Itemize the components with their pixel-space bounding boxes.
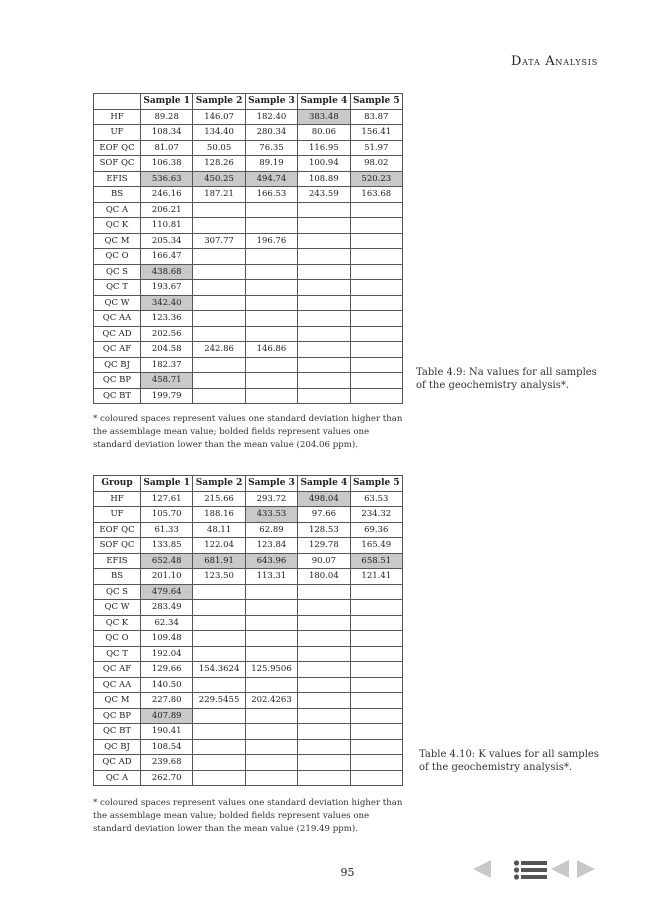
table-row: [94, 218, 403, 234]
na-values-table: [93, 93, 403, 404]
table-cell: [245, 311, 297, 327]
row-label: QC T: [94, 646, 141, 662]
table-cell: 498.04: [298, 491, 350, 507]
table-cell: [298, 311, 350, 327]
table-cell: [350, 373, 402, 389]
table-cell: 62.89: [245, 522, 297, 538]
table-cell: 89.28: [141, 109, 193, 125]
table-row: [94, 249, 403, 265]
table-cell: 243.59: [298, 187, 350, 203]
row-label: QC S: [94, 584, 141, 600]
table-cell: 206.21: [141, 202, 193, 218]
table-row: [94, 693, 403, 709]
table-cell: [350, 755, 402, 771]
table-cell: [298, 357, 350, 373]
table-cell: [193, 357, 245, 373]
row-label: EOF QC: [94, 140, 141, 156]
row-label: QC BT: [94, 388, 141, 404]
table-cell: [350, 739, 402, 755]
table-row: [94, 140, 403, 156]
table-cell: 201.10: [141, 569, 193, 585]
list-menu-icon[interactable]: [513, 860, 549, 880]
table-cell: 128.53: [298, 522, 350, 538]
table-cell: [193, 615, 245, 631]
table-row: [94, 755, 403, 771]
table-cell: [245, 202, 297, 218]
table-cell: 262.70: [141, 770, 193, 786]
table-cell: [298, 233, 350, 249]
table-cell: 105.70: [141, 507, 193, 523]
table-footnote: * coloured spaces represent values one standard deviation higher than the assemblage mean value; bolded fields represent values one standard deviation lower than the mean value (204.06 ppm).: [93, 414, 403, 450]
table-cell: 234.32: [350, 507, 402, 523]
table-cell: [298, 342, 350, 358]
table-cell: [298, 326, 350, 342]
table-row: [94, 662, 403, 678]
column-header-sample-4: Sample 4: [298, 476, 350, 492]
table-row: [94, 233, 403, 249]
table-cell: [298, 662, 350, 678]
table-caption: Table 4.10: K values for all samples of the geochemistry analysis*.: [419, 749, 599, 773]
table-cell: [298, 693, 350, 709]
table-cell: [350, 249, 402, 265]
table-cell: [350, 631, 402, 647]
table-cell: [245, 295, 297, 311]
table-cell: [350, 662, 402, 678]
table-cell: [298, 646, 350, 662]
row-label: BS: [94, 187, 141, 203]
row-label: QC A: [94, 770, 141, 786]
table-cell: 280.34: [245, 125, 297, 141]
table-cell: 166.47: [141, 249, 193, 265]
table-cell: 190.41: [141, 724, 193, 740]
table-cell: [245, 388, 297, 404]
row-label: QC BJ: [94, 739, 141, 755]
table-cell: [193, 388, 245, 404]
table-row: [94, 538, 403, 554]
table-cell: 239.68: [141, 755, 193, 771]
table-cell: [298, 218, 350, 234]
table-cell: 193.67: [141, 280, 193, 296]
column-header-group: [94, 94, 141, 110]
table-cell: 63.53: [350, 491, 402, 507]
table-cell: 106.38: [141, 156, 193, 172]
row-label: QC W: [94, 295, 141, 311]
table-cell: 188.16: [193, 507, 245, 523]
column-header-sample-1: Sample 1: [141, 476, 193, 492]
table-cell: [245, 631, 297, 647]
row-label: QC BT: [94, 724, 141, 740]
table-cell: 81.07: [141, 140, 193, 156]
table-cell: 450.25: [193, 171, 245, 187]
table-cell: [193, 264, 245, 280]
row-label: HF: [94, 109, 141, 125]
table-cell: 293.72: [245, 491, 297, 507]
table-cell: 116.95: [298, 140, 350, 156]
table-cell: [245, 677, 297, 693]
table-cell: [350, 646, 402, 662]
table-cell: 433.53: [245, 507, 297, 523]
table-cell: [193, 755, 245, 771]
table-cell: 187.21: [193, 187, 245, 203]
table-caption: Table 4.9: Na values for all samples of the geochemistry analysis*.: [416, 367, 597, 391]
table-cell: 113.31: [245, 569, 297, 585]
table-cell: [350, 233, 402, 249]
table-cell: 652.48: [141, 553, 193, 569]
row-label: QC BP: [94, 373, 141, 389]
table-cell: [193, 600, 245, 616]
row-label: QC W: [94, 600, 141, 616]
table-cell: [245, 264, 297, 280]
row-label: QC K: [94, 218, 141, 234]
table-cell: 48.11: [193, 522, 245, 538]
table-cell: 108.34: [141, 125, 193, 141]
table-cell: [350, 342, 402, 358]
table-row: [94, 631, 403, 647]
table-row: [94, 522, 403, 538]
table-cell: [350, 584, 402, 600]
table-cell: [245, 724, 297, 740]
table-cell: 205.34: [141, 233, 193, 249]
table-cell: [193, 280, 245, 296]
table-cell: [245, 600, 297, 616]
table-row: [94, 388, 403, 404]
table-cell: 89.19: [245, 156, 297, 172]
table-cell: 383.48: [298, 109, 350, 125]
table-row: [94, 295, 403, 311]
table-row: [94, 202, 403, 218]
table-cell: 108.89: [298, 171, 350, 187]
table-row: [94, 156, 403, 172]
table-footnote: * coloured spaces represent values one standard deviation higher than the assemblage mean value; bolded fields represent values one standard deviation lower than the mean value (219.49 ppm).: [93, 798, 403, 834]
table-cell: [298, 264, 350, 280]
table-cell: 121.41: [350, 569, 402, 585]
table-cell: 123.84: [245, 538, 297, 554]
table-row: [94, 646, 403, 662]
table-cell: 123.50: [193, 569, 245, 585]
table-cell: 229.5455: [193, 693, 245, 709]
table-row: [94, 311, 403, 327]
row-label: UF: [94, 125, 141, 141]
table-cell: 182.40: [245, 109, 297, 125]
table-cell: 51.97: [350, 140, 402, 156]
table-cell: 202.4263: [245, 693, 297, 709]
table-cell: 536.63: [141, 171, 193, 187]
table-cell: 128.26: [193, 156, 245, 172]
table-row: [94, 373, 403, 389]
table-cell: 242.86: [193, 342, 245, 358]
table-cell: [193, 373, 245, 389]
table-cell: 643.96: [245, 553, 297, 569]
next-page-icon[interactable]: [575, 858, 597, 880]
table-cell: [193, 295, 245, 311]
row-label: QC M: [94, 233, 141, 249]
table-cell: 61.33: [141, 522, 193, 538]
table-header-row: [94, 476, 403, 492]
row-label: QC AA: [94, 311, 141, 327]
table-cell: [350, 326, 402, 342]
table-cell: [298, 739, 350, 755]
table-header-row: [94, 94, 403, 110]
table-cell: [245, 755, 297, 771]
column-header-sample-4: Sample 4: [298, 94, 350, 110]
table-cell: [193, 724, 245, 740]
table-cell: [298, 615, 350, 631]
table-row: [94, 584, 403, 600]
back-icon[interactable]: [549, 858, 571, 880]
table-cell: 166.53: [245, 187, 297, 203]
table-cell: [350, 708, 402, 724]
table-cell: 204.58: [141, 342, 193, 358]
table-cell: 108.54: [141, 739, 193, 755]
table-cell: 283.49: [141, 600, 193, 616]
table-cell: [193, 646, 245, 662]
table-cell: [193, 708, 245, 724]
table-row: [94, 507, 403, 523]
table-cell: [350, 770, 402, 786]
table-cell: 180.04: [298, 569, 350, 585]
row-label: QC O: [94, 249, 141, 265]
table-cell: 156.41: [350, 125, 402, 141]
table-cell: [350, 615, 402, 631]
table-cell: 123.36: [141, 311, 193, 327]
row-label: BS: [94, 569, 141, 585]
table-cell: [193, 677, 245, 693]
table-cell: [193, 249, 245, 265]
table-cell: [245, 708, 297, 724]
table-cell: [298, 755, 350, 771]
table-cell: 192.04: [141, 646, 193, 662]
table-cell: 146.07: [193, 109, 245, 125]
table-cell: 246.16: [141, 187, 193, 203]
table-cell: 125.9506: [245, 662, 297, 678]
table-cell: 163.68: [350, 187, 402, 203]
table-cell: 122.04: [193, 538, 245, 554]
row-label: QC K: [94, 615, 141, 631]
table-cell: [245, 280, 297, 296]
table-row: [94, 724, 403, 740]
table-cell: [193, 218, 245, 234]
table-cell: 458.71: [141, 373, 193, 389]
table-cell: [298, 724, 350, 740]
table-cell: 76.35: [245, 140, 297, 156]
table-row: [94, 109, 403, 125]
table-cell: 50.05: [193, 140, 245, 156]
row-label: QC AF: [94, 662, 141, 678]
table-cell: 62.34: [141, 615, 193, 631]
table-cell: 182.37: [141, 357, 193, 373]
table-cell: [298, 373, 350, 389]
table-cell: [298, 249, 350, 265]
table-cell: 83.87: [350, 109, 402, 125]
table-cell: 196.76: [245, 233, 297, 249]
table-cell: 146.86: [245, 342, 297, 358]
row-label: HF: [94, 491, 141, 507]
table-cell: 80.06: [298, 125, 350, 141]
column-header-sample-1: Sample 1: [141, 94, 193, 110]
table-cell: 658.51: [350, 553, 402, 569]
table-cell: [245, 326, 297, 342]
table-cell: 129.78: [298, 538, 350, 554]
table-cell: [298, 708, 350, 724]
table-cell: 479.64: [141, 584, 193, 600]
table-cell: [245, 615, 297, 631]
table-row: [94, 569, 403, 585]
table-cell: 215.66: [193, 491, 245, 507]
table-cell: 129.66: [141, 662, 193, 678]
table-row: [94, 770, 403, 786]
table-row: [94, 600, 403, 616]
table-cell: [350, 388, 402, 404]
table-cell: 127.61: [141, 491, 193, 507]
table-cell: 520.23: [350, 171, 402, 187]
column-header-sample-3: Sample 3: [245, 476, 297, 492]
table-cell: [298, 584, 350, 600]
table-cell: [193, 770, 245, 786]
table-cell: [193, 739, 245, 755]
table-cell: [245, 373, 297, 389]
table-cell: [245, 646, 297, 662]
table-cell: [298, 631, 350, 647]
table-cell: 134.40: [193, 125, 245, 141]
table-cell: 307.77: [193, 233, 245, 249]
table-cell: [298, 280, 350, 296]
page-number: 95: [340, 866, 355, 879]
table-row: [94, 326, 403, 342]
table-cell: [350, 295, 402, 311]
table-cell: [245, 357, 297, 373]
table-cell: 90.07: [298, 553, 350, 569]
table-cell: [350, 202, 402, 218]
table-cell: [350, 357, 402, 373]
table-cell: [193, 631, 245, 647]
table-cell: [350, 600, 402, 616]
table-row: [94, 187, 403, 203]
table-cell: 110.81: [141, 218, 193, 234]
table-row: [94, 357, 403, 373]
table-cell: 140.50: [141, 677, 193, 693]
row-label: QC S: [94, 264, 141, 280]
row-label: QC A: [94, 202, 141, 218]
table-row: [94, 491, 403, 507]
column-header-group: Group: [94, 476, 141, 492]
table-cell: 681.91: [193, 553, 245, 569]
row-label: QC T: [94, 280, 141, 296]
table-row: [94, 615, 403, 631]
table-cell: [350, 264, 402, 280]
table-cell: [193, 326, 245, 342]
row-label: QC O: [94, 631, 141, 647]
row-label: QC AF: [94, 342, 141, 358]
row-label: QC M: [94, 693, 141, 709]
table-cell: [193, 584, 245, 600]
row-label: QC BP: [94, 708, 141, 724]
row-label: QC AD: [94, 326, 141, 342]
k-values-table: [93, 475, 403, 786]
row-label: EFIS: [94, 171, 141, 187]
table-cell: 438.68: [141, 264, 193, 280]
table-cell: 133.85: [141, 538, 193, 554]
table-cell: [245, 218, 297, 234]
table-row: [94, 739, 403, 755]
table-cell: 165.49: [350, 538, 402, 554]
table-cell: 342.40: [141, 295, 193, 311]
table-row: [94, 553, 403, 569]
table-cell: [298, 202, 350, 218]
table-cell: [245, 770, 297, 786]
table-cell: 98.02: [350, 156, 402, 172]
table-row: [94, 264, 403, 280]
table-cell: [350, 218, 402, 234]
table-cell: [298, 295, 350, 311]
table-cell: 154.3624: [193, 662, 245, 678]
table-cell: [350, 677, 402, 693]
row-label: SOF QC: [94, 538, 141, 554]
table-cell: [245, 249, 297, 265]
table-row: [94, 171, 403, 187]
table-cell: [298, 600, 350, 616]
table-cell: [245, 739, 297, 755]
table-cell: [193, 202, 245, 218]
table-row: [94, 280, 403, 296]
column-header-sample-5: Sample 5: [350, 476, 402, 492]
table-row: [94, 125, 403, 141]
table-cell: 69.36: [350, 522, 402, 538]
table-cell: [350, 724, 402, 740]
table-cell: [193, 311, 245, 327]
row-label: EOF QC: [94, 522, 141, 538]
column-header-sample-2: Sample 2: [193, 94, 245, 110]
table-cell: [298, 677, 350, 693]
table-cell: [245, 584, 297, 600]
table-cell: 407.89: [141, 708, 193, 724]
row-label: SOF QC: [94, 156, 141, 172]
table-cell: [298, 388, 350, 404]
table-cell: [350, 280, 402, 296]
table-cell: 100.94: [298, 156, 350, 172]
column-header-sample-2: Sample 2: [193, 476, 245, 492]
table-cell: [298, 770, 350, 786]
column-header-sample-3: Sample 3: [245, 94, 297, 110]
table-cell: 227.80: [141, 693, 193, 709]
table-cell: [350, 311, 402, 327]
running-header: Data Analysis: [510, 54, 598, 69]
row-label: QC AD: [94, 755, 141, 771]
table-row: [94, 342, 403, 358]
table-row: [94, 708, 403, 724]
table-cell: 109.48: [141, 631, 193, 647]
previous-page-icon[interactable]: [471, 858, 493, 880]
table-row: [94, 677, 403, 693]
table-cell: 202.56: [141, 326, 193, 342]
table-cell: [350, 693, 402, 709]
table-cell: 199.79: [141, 388, 193, 404]
row-label: QC BJ: [94, 357, 141, 373]
row-label: EFIS: [94, 553, 141, 569]
row-label: UF: [94, 507, 141, 523]
row-label: QC AA: [94, 677, 141, 693]
column-header-sample-5: Sample 5: [350, 94, 402, 110]
table-cell: 494.74: [245, 171, 297, 187]
table-cell: 97.66: [298, 507, 350, 523]
